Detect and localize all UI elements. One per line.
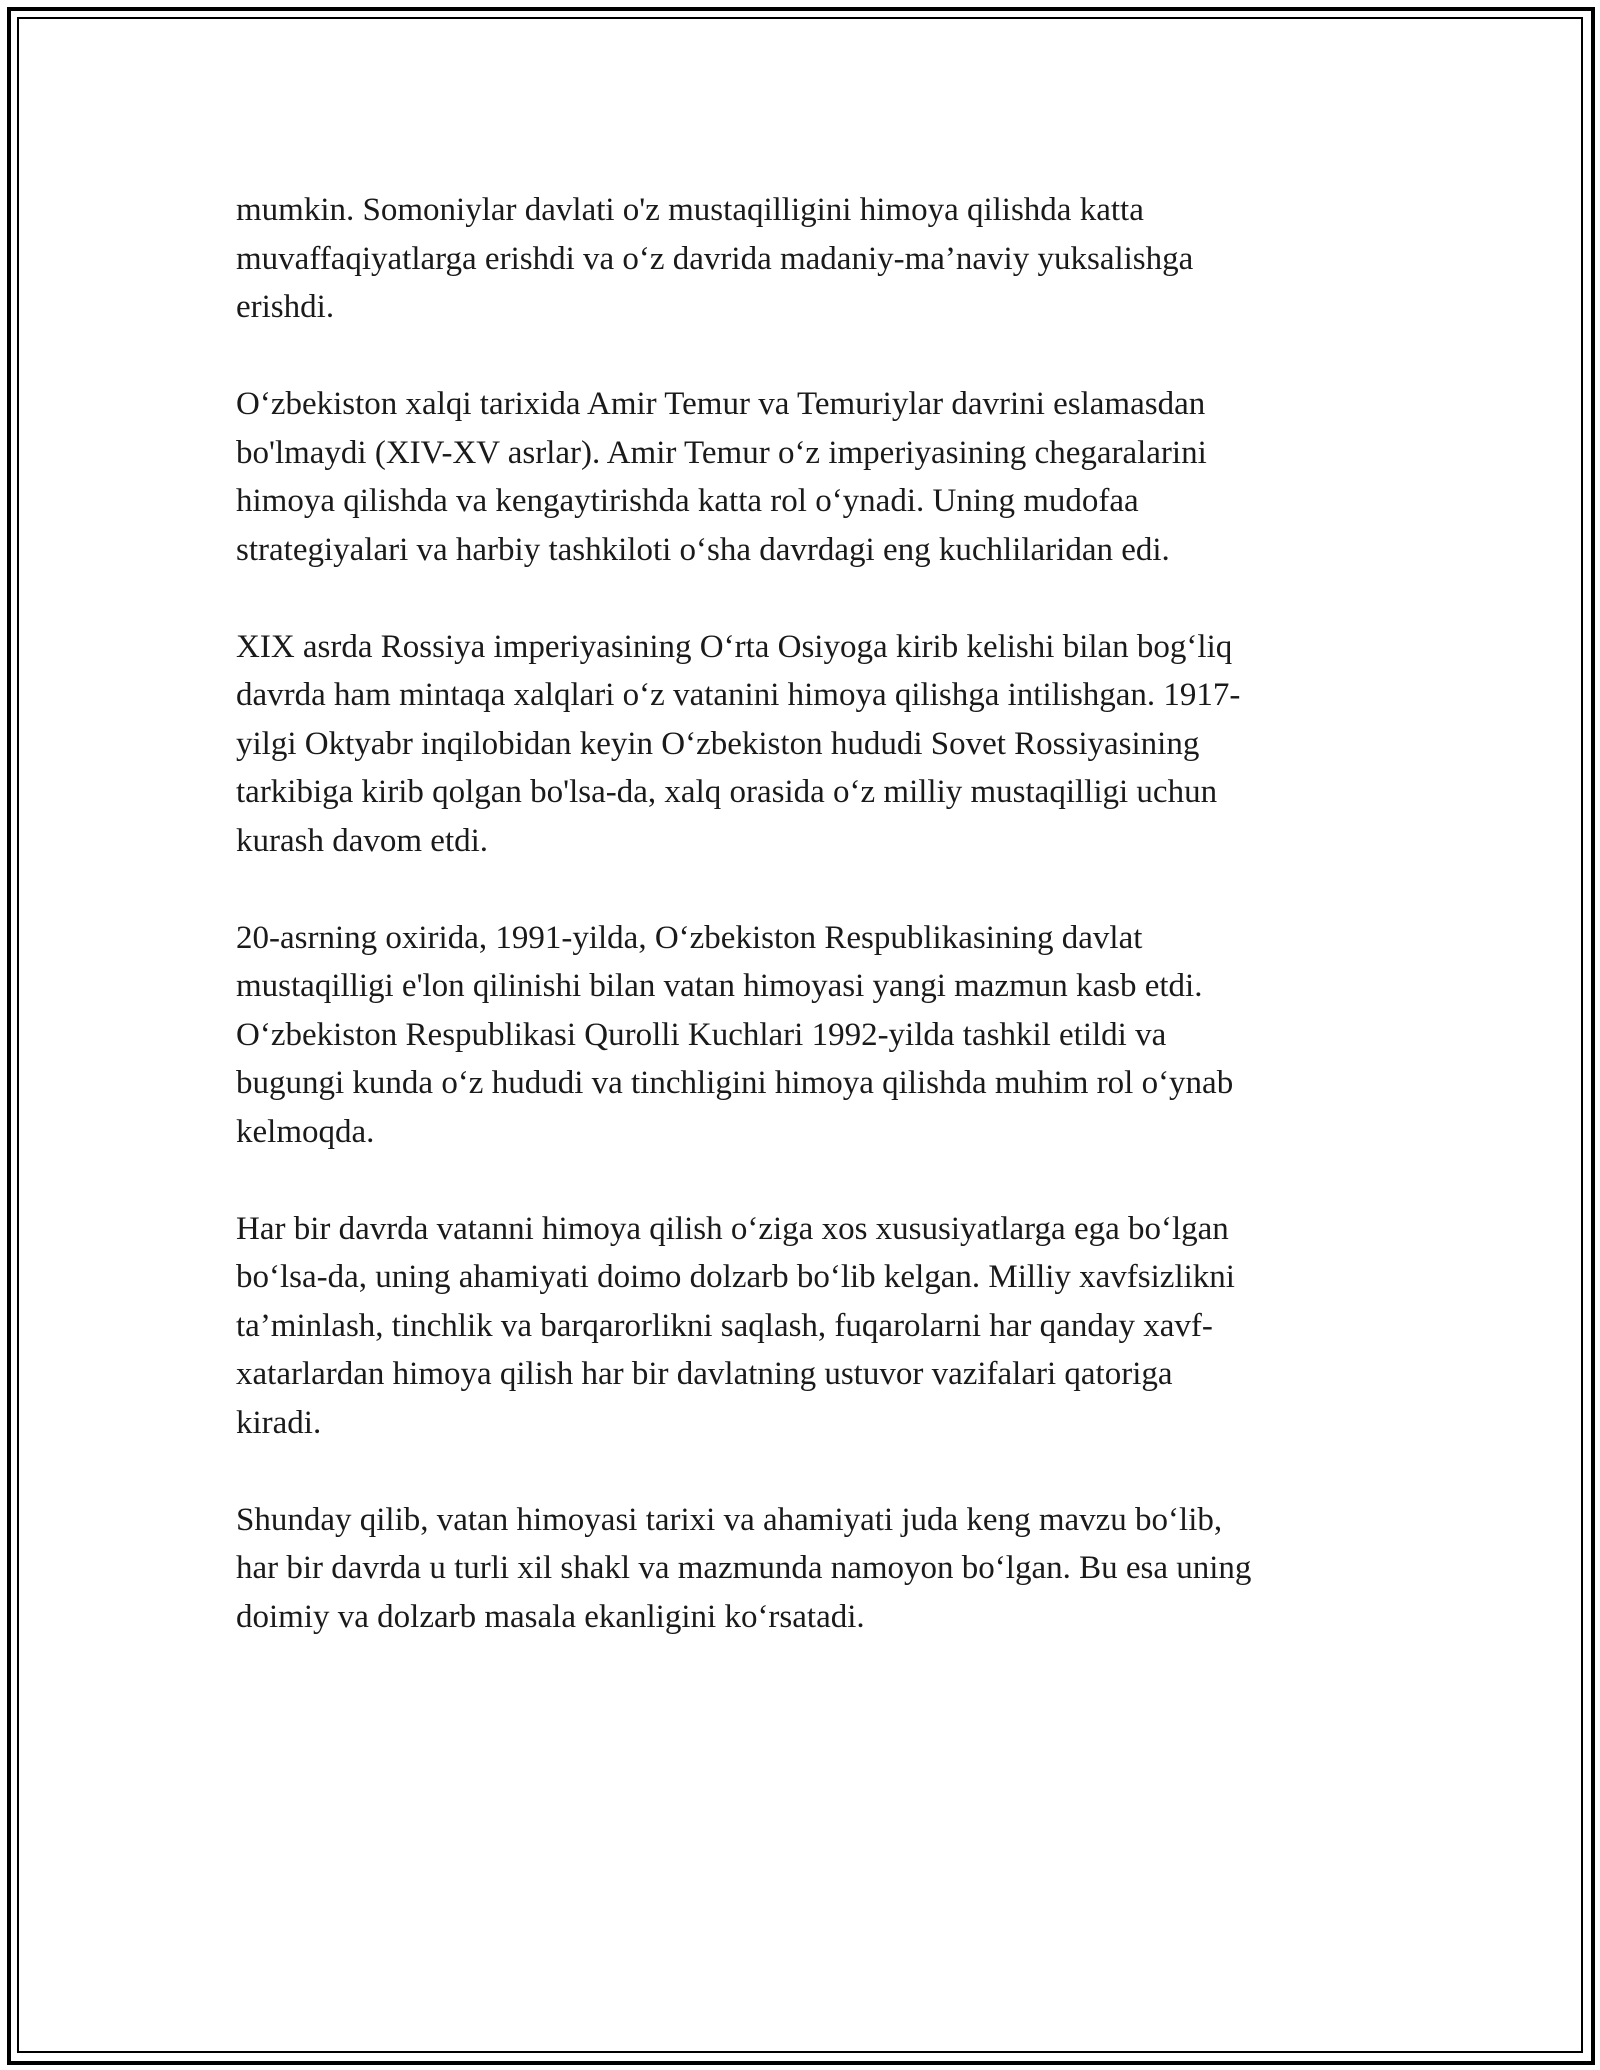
document-body — [236, 186, 1366, 1690]
paragraph-xix-asr: XIX asrda Rossiya imperiyasining O‘rta Osiyoga kirib kelishi bilan bog‘liq davrda ham mintaqa xalqlari o‘z vatanini himoya qilishga intilishgan. 1917- yilgi Oktyabr inqilobidan keyin O‘zbekiston hududi Sovet Rossiyasining tarkibiga kirib qolgan bo'lsa-da, xalq orasida o‘z milliy mustaqilligi uchun kurash davom etdi. — [236, 628, 1241, 859]
paragraph-har-bir-davr: Har bir davrda vatanni himoya qilish o‘ziga xos xususiyatlarga ega bo‘lgan bo‘lsa-da, uning ahamiyati doimo dolzarb bo‘lib kelgan. Milliy xavfsizlikni ta’minlash, tinchlik va barqarorlikni saqlash, fuqarolarni har qanday xavf- xatarlardan himoya qilish har bir davlatning ustuvor vazifalari qatoriga kiradi. — [236, 1210, 1235, 1441]
paragraph-xulosa: Shunday qilib, vatan himoyasi tarixi va ahamiyati juda keng mavzu bo‘lib, har bir davrda u turli xil shakl va mazmunda namoyon bo‘lgan. Bu esa uning doimiy va dolzarb masala ekanligini ko‘rsatadi. — [236, 1501, 1252, 1635]
paragraph-amir-temur: O‘zbekiston xalqi tarixida Amir Temur va Temuriylar davrini eslamasdan bo'lmaydi (XIV-XV asrlar). Amir Temur o‘z imperiyasining chegaralarini himoya qilishda va kengaytirishda katta rol o‘ynadi. Uning mudofaa strategiyalari va harbiy tashkiloti o‘sha davrdagi eng kuchlilaridan edi. — [236, 386, 1207, 568]
paragraph-mustaqillik: 20-asrning oxirida, 1991-yilda, O‘zbekiston Respublikasining davlat mustaqilligi e'lon qilinishi bilan vatan himoyasi yangi mazmun kasb etdi. O‘zbekiston Respublikasi Qurolli Kuchlari 1992-yilda tashkil etildi va bugungi kunda o‘z hududi va tinchligini himoya qilishda muhim rol o‘ynab kelmoqda. — [236, 919, 1234, 1150]
paragraph-somoniylar: mumkin. Somoniylar davlati o'z mustaqilligini himoya qilishda katta muvaffaqiyatlarga erishdi va o‘z davrida madaniy-ma’naviy yuksalishga erishdi. — [236, 192, 1194, 325]
